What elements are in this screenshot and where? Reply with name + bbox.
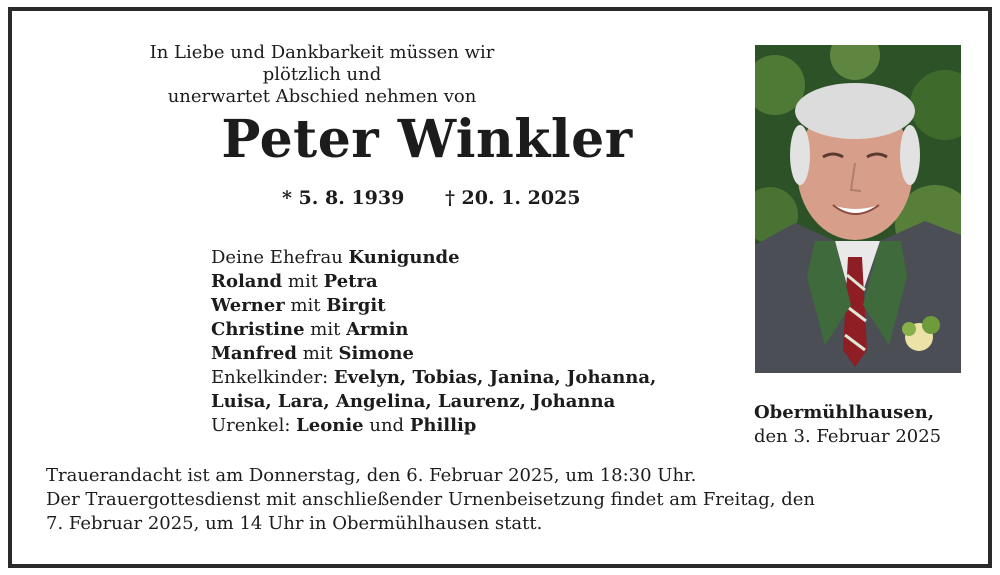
deceased-name: Peter Winkler [221,109,633,170]
partner-name: Birgit [326,295,386,316]
intro-text [127,42,517,108]
great-grandchild-2: Phillip [409,415,477,436]
grandchildren-line-2 [211,390,656,414]
service-info [46,464,946,536]
place-city: Obermühlhausen, [754,402,935,423]
grandchildren-line-1 [211,366,656,390]
great-grandchildren-label: Urenkel: [211,415,291,436]
intro-line-1: In Liebe und Dankbarkeit müssen wir plötzlich und [149,42,495,85]
place-date: den 3. Februar 2025 [754,426,942,447]
great-grandchildren-line [211,414,656,438]
grandchildren-label: Enkelkinder: [211,367,329,388]
child-name: Christine [211,319,305,340]
partner-name: Simone [338,343,414,364]
child-name: Roland [211,271,283,292]
child-name: Manfred [211,343,297,364]
mit-word: mit [287,271,318,292]
family-couple-line [211,318,656,342]
mit-word: mit [302,343,333,364]
service-line-1: Trauerandacht ist am Donnerstag, den 6. Februar 2025, um 18:30 Uhr. [46,465,697,486]
place-and-date [754,401,941,449]
child-name: Werner [211,295,285,316]
partner-name: Petra [323,271,378,292]
family-wife-line [211,246,656,270]
great-grandchild-1: Leonie [296,415,364,436]
family-couple-line [211,342,656,366]
service-line-3: 7. Februar 2025, um 14 Uhr in Obermühlhausen statt. [46,513,543,534]
obituary-notice [8,7,992,568]
partner-name: Armin [346,319,409,340]
portrait-photo [755,45,961,373]
wife-name: Kunigunde [348,247,460,268]
grandchildren-names-2: Luisa, Lara, Angelina, Laurenz, Johanna [211,391,616,412]
grandchildren-names-1: Evelyn, Tobias, Janina, Johanna, [333,367,657,388]
intro-line-2: unerwartet Abschied nehmen von [167,86,477,107]
family-couple-line [211,294,656,318]
family-list [211,246,656,438]
family-couple-line [211,270,656,294]
mit-word: mit [310,319,341,340]
service-line-2: Der Trauergottesdienst mit anschließender Urnenbeisetzung findet am Freitag, den [46,489,816,510]
death-date: † 20. 1. 2025 [444,187,581,209]
portrait-photo-icon [755,45,961,373]
und-word: und [369,415,405,436]
birth-date: * 5. 8. 1939 [282,187,405,209]
life-dates [282,187,581,209]
wife-prefix: Deine Ehefrau [211,247,343,268]
mit-word: mit [290,295,321,316]
